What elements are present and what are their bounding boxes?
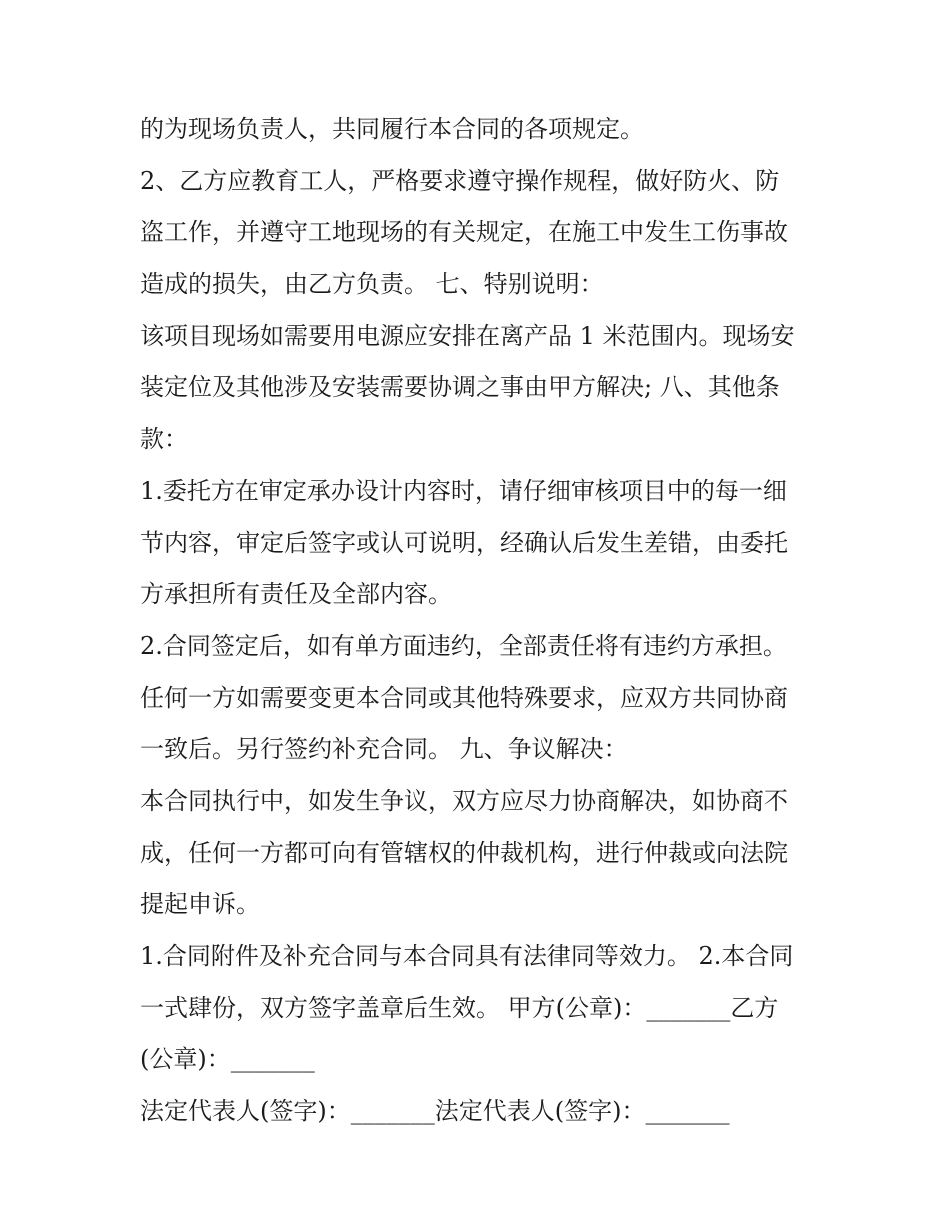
text-line: 一致后。另行签约补充合同。 九、争议解决： — [140, 735, 628, 764]
text-line: 款： — [140, 425, 188, 454]
text-line: 提起申诉。 — [140, 890, 260, 919]
text-line: 1.委托方在审定承办设计内容时，请仔细审核项目中的每一细 — [140, 476, 787, 505]
text-line: 2.合同签定后，如有单方面违约，全部责任将有违约方承担。 — [140, 631, 787, 660]
text-line: 1.合同附件及补充合同与本合同具有法律同等效力。 2.本合同 — [140, 942, 794, 970]
text-line: 该项目现场如需要用电源应安排在离产品 1 米范围内。现场安 — [140, 321, 795, 350]
text-line: 节内容，审定后签字或认可说明，经确认后发生差错，由委托 — [140, 528, 788, 557]
text-line: 成，任何一方都可向有管辖权的仲裁机构，进行仲裁或向法院 — [140, 838, 788, 867]
text-line: 盗工作，并遵守工地现场的有关规定，在施工中发生工伤事故 — [140, 218, 788, 247]
text-line: 一式肆份，双方签字盖章后生效。 甲方(公章)：_______乙方 — [140, 993, 779, 1022]
text-line: 本合同执行中，如发生争议，双方应尽力协商解决，如协商不 — [140, 786, 788, 815]
signature-line: 法定代表人(签字)：_______法定代表人(签字)：_______ — [140, 1097, 730, 1126]
text-line: 的为现场负责人，共同履行本合同的各项规定。 — [140, 115, 644, 143]
text-line: 装定位及其他涉及安装需要协调之事由甲方解决; 八、其他条 — [140, 373, 780, 402]
document-body — [140, 104, 816, 1138]
text-line: 2、乙方应教育工人，严格要求遵守操作规程，做好防火、防 — [140, 166, 780, 195]
text-line: 方承担所有责任及全部内容。 — [140, 580, 452, 609]
text-line: 任何一方如需要变更本合同或其他特殊要求，应双方共同协商 — [140, 683, 788, 712]
text-line: (公章)：_______ — [140, 1045, 315, 1074]
text-line: 造成的损失，由乙方负责。 七、特别说明： — [140, 270, 604, 299]
